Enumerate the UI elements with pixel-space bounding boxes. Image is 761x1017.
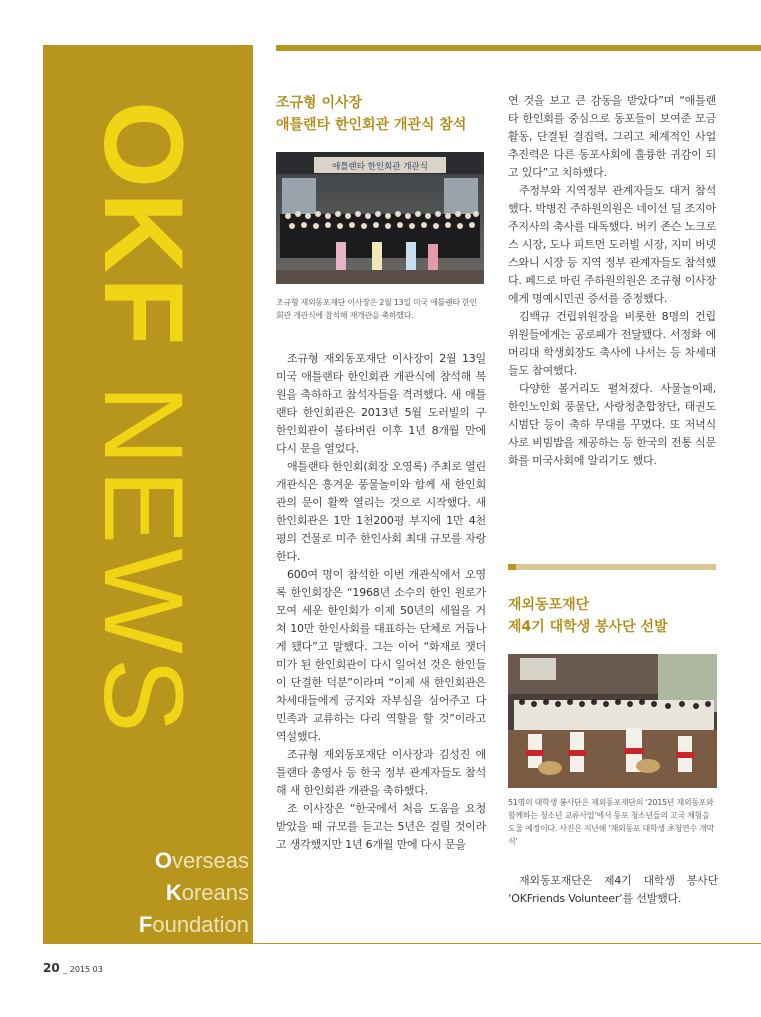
- article2-photo-caption: 51명의 대학생 봉사단은 재외동포재단의 ‘2015년 재외동포와 함께하는 청소년 교류사업’에서 동포 청소년들의 고국 체험을 도울 예정이다. 사진은 지난해 ‘재외동포 대학생 초청연수 개막식’: [508, 798, 714, 846]
- article1-photo: [276, 152, 484, 284]
- bottom-rule: [43, 943, 761, 944]
- top-rule: [276, 45, 761, 51]
- foundation-line: Foundation: [138, 912, 249, 937]
- okf-label: OKF: [81, 101, 206, 350]
- article2-body: [508, 872, 718, 908]
- article2-photo: [508, 654, 717, 788]
- page-footer: [43, 961, 103, 975]
- sidebar-panel: [43, 45, 253, 943]
- paragraph: 조규형 재외동포재단 이사장과 김성진 애틀랜타 총영사 등 한국 정부 관계자들도 참석해 새 한인회관 개관을 축하했다.: [276, 748, 486, 797]
- issue-date: _ 2015 03: [63, 965, 103, 974]
- article1-body-column1: [276, 350, 486, 854]
- paragraph: 재외동포재단은 제4기 대학생 봉사단 ‘OKFriends Volunteer’를 선발했다.: [508, 874, 718, 905]
- paragraph: 주정부와 지역정부 관계자들도 대거 참석했다. 박병진 주하원의원은 네이선 딜 조지아 주지사의 축사를 대독했다. 버키 존슨 노크로스 시장, 도나 피트먼 도러빌 시장, 지미 버넷 스와니 시장 등 지역 정부 관계자들도 참석했다. 페드로 마린 주하원의원은 조규형 이사장에게 명예시민권 증서를 증정했다.: [508, 184, 716, 305]
- photo-banner-text: 애틀랜타 한인회관 개관식: [332, 162, 428, 172]
- foundation-name: [43, 845, 249, 941]
- news-label: NEWS: [81, 384, 206, 737]
- paragraph: 애틀랜타 한인회(회장 오영록) 주최로 열린 개관식은 흥겨운 풍물놀이와 함께 새 한인회관의 문이 활짝 열리는 것으로 시작했다. 새 한인회관은 1만 1천200평 부지에 1만 4천 평의 건물로 미주 한인사회 최대 규모를 자랑한다.: [276, 460, 486, 563]
- paragraph: 조 이사장은 “한국에서 처음 도움을 요청받았을 때 규모를 듣고는 5년은 걸릴 것이라고 생각했지만 1년 6개월 만에 다시 문을: [276, 802, 486, 851]
- paragraph: 조규형 재외동포재단 이사장이 2월 13일 미국 애틀랜타 한인회관 개관식에 참석해 복원을 축하하고 참석자들을 격려했다. 새 애틀랜타 한인회관은 2013년 5월 도러빌의 구 한인회관이 불타버린 이후 1년 8개월 만에 다시 문을 열었다.: [276, 352, 486, 455]
- paragraph: 600여 명이 참석한 이번 개관식에서 오영록 한인회장은 “1968년 소수의 한인 원로가 모여 세운 한인회가 이제 50년의 세월을 거쳐 10만 한인사회를 대표하는 단체로 거듭나게 됐다”고 말했다. 그는 이어 “화재로 잿더미가 된 한인회관이 다시 일어선 것은 한인들이 단결한 덕분”이라며 “이제 새 한인회관은 차세대들에게 긍지와 자부심을 심어주고 다민족과 교류하는 다리 역할을 할 것”이라고 역설했다.: [276, 568, 486, 743]
- paragraph: 연 것을 보고 큰 감동을 받았다”며 “애틀랜타 한인회를 중심으로 동포들이 보여준 모금 활동, 단결된 결집력, 그리고 체계적인 사업 추진력은 다른 동포사회에 훌륭한 귀감이 되고 있다”고 치하했다.: [508, 94, 716, 179]
- article2-title: 재외동포재단 제4기 대학생 봉사단 선발: [508, 597, 668, 635]
- section-divider: [508, 564, 716, 570]
- article1-title: 조규형 이사장 애틀랜타 한인회관 개관식 참석: [276, 95, 467, 133]
- paragraph: 다양한 볼거리도 펼쳐졌다. 사물놀이패, 한인노인회 풍물단, 사랑청춘합창단, 태권도 시범단 등이 축하 무대를 꾸몄다. 또 저녁식사로 비빔밥을 제공하는 등 한국의 전통 식문화를 미국사회에 알리기도 했다.: [508, 382, 716, 467]
- article1-photo-caption: 조규형 재외동포재단 이사장은 2월 13일 미국 애틀랜타 한인회관 개관식에 참석해 재개관을 축하했다.: [276, 298, 477, 320]
- paragraph: 김백규 건립위원장을 비롯한 8명의 건립위원들에게는 공로패가 전달됐다. 서정화 에머리대 학생회장도 축사에 나서는 등 차세대들도 참여했다.: [508, 310, 716, 377]
- article1-body-column2: [508, 92, 716, 470]
- okf-news-vertical-title: [73, 101, 213, 737]
- foundation-line: Overseas: [154, 848, 249, 873]
- page-number: 20: [43, 961, 60, 975]
- foundation-line: Koreans: [165, 880, 249, 905]
